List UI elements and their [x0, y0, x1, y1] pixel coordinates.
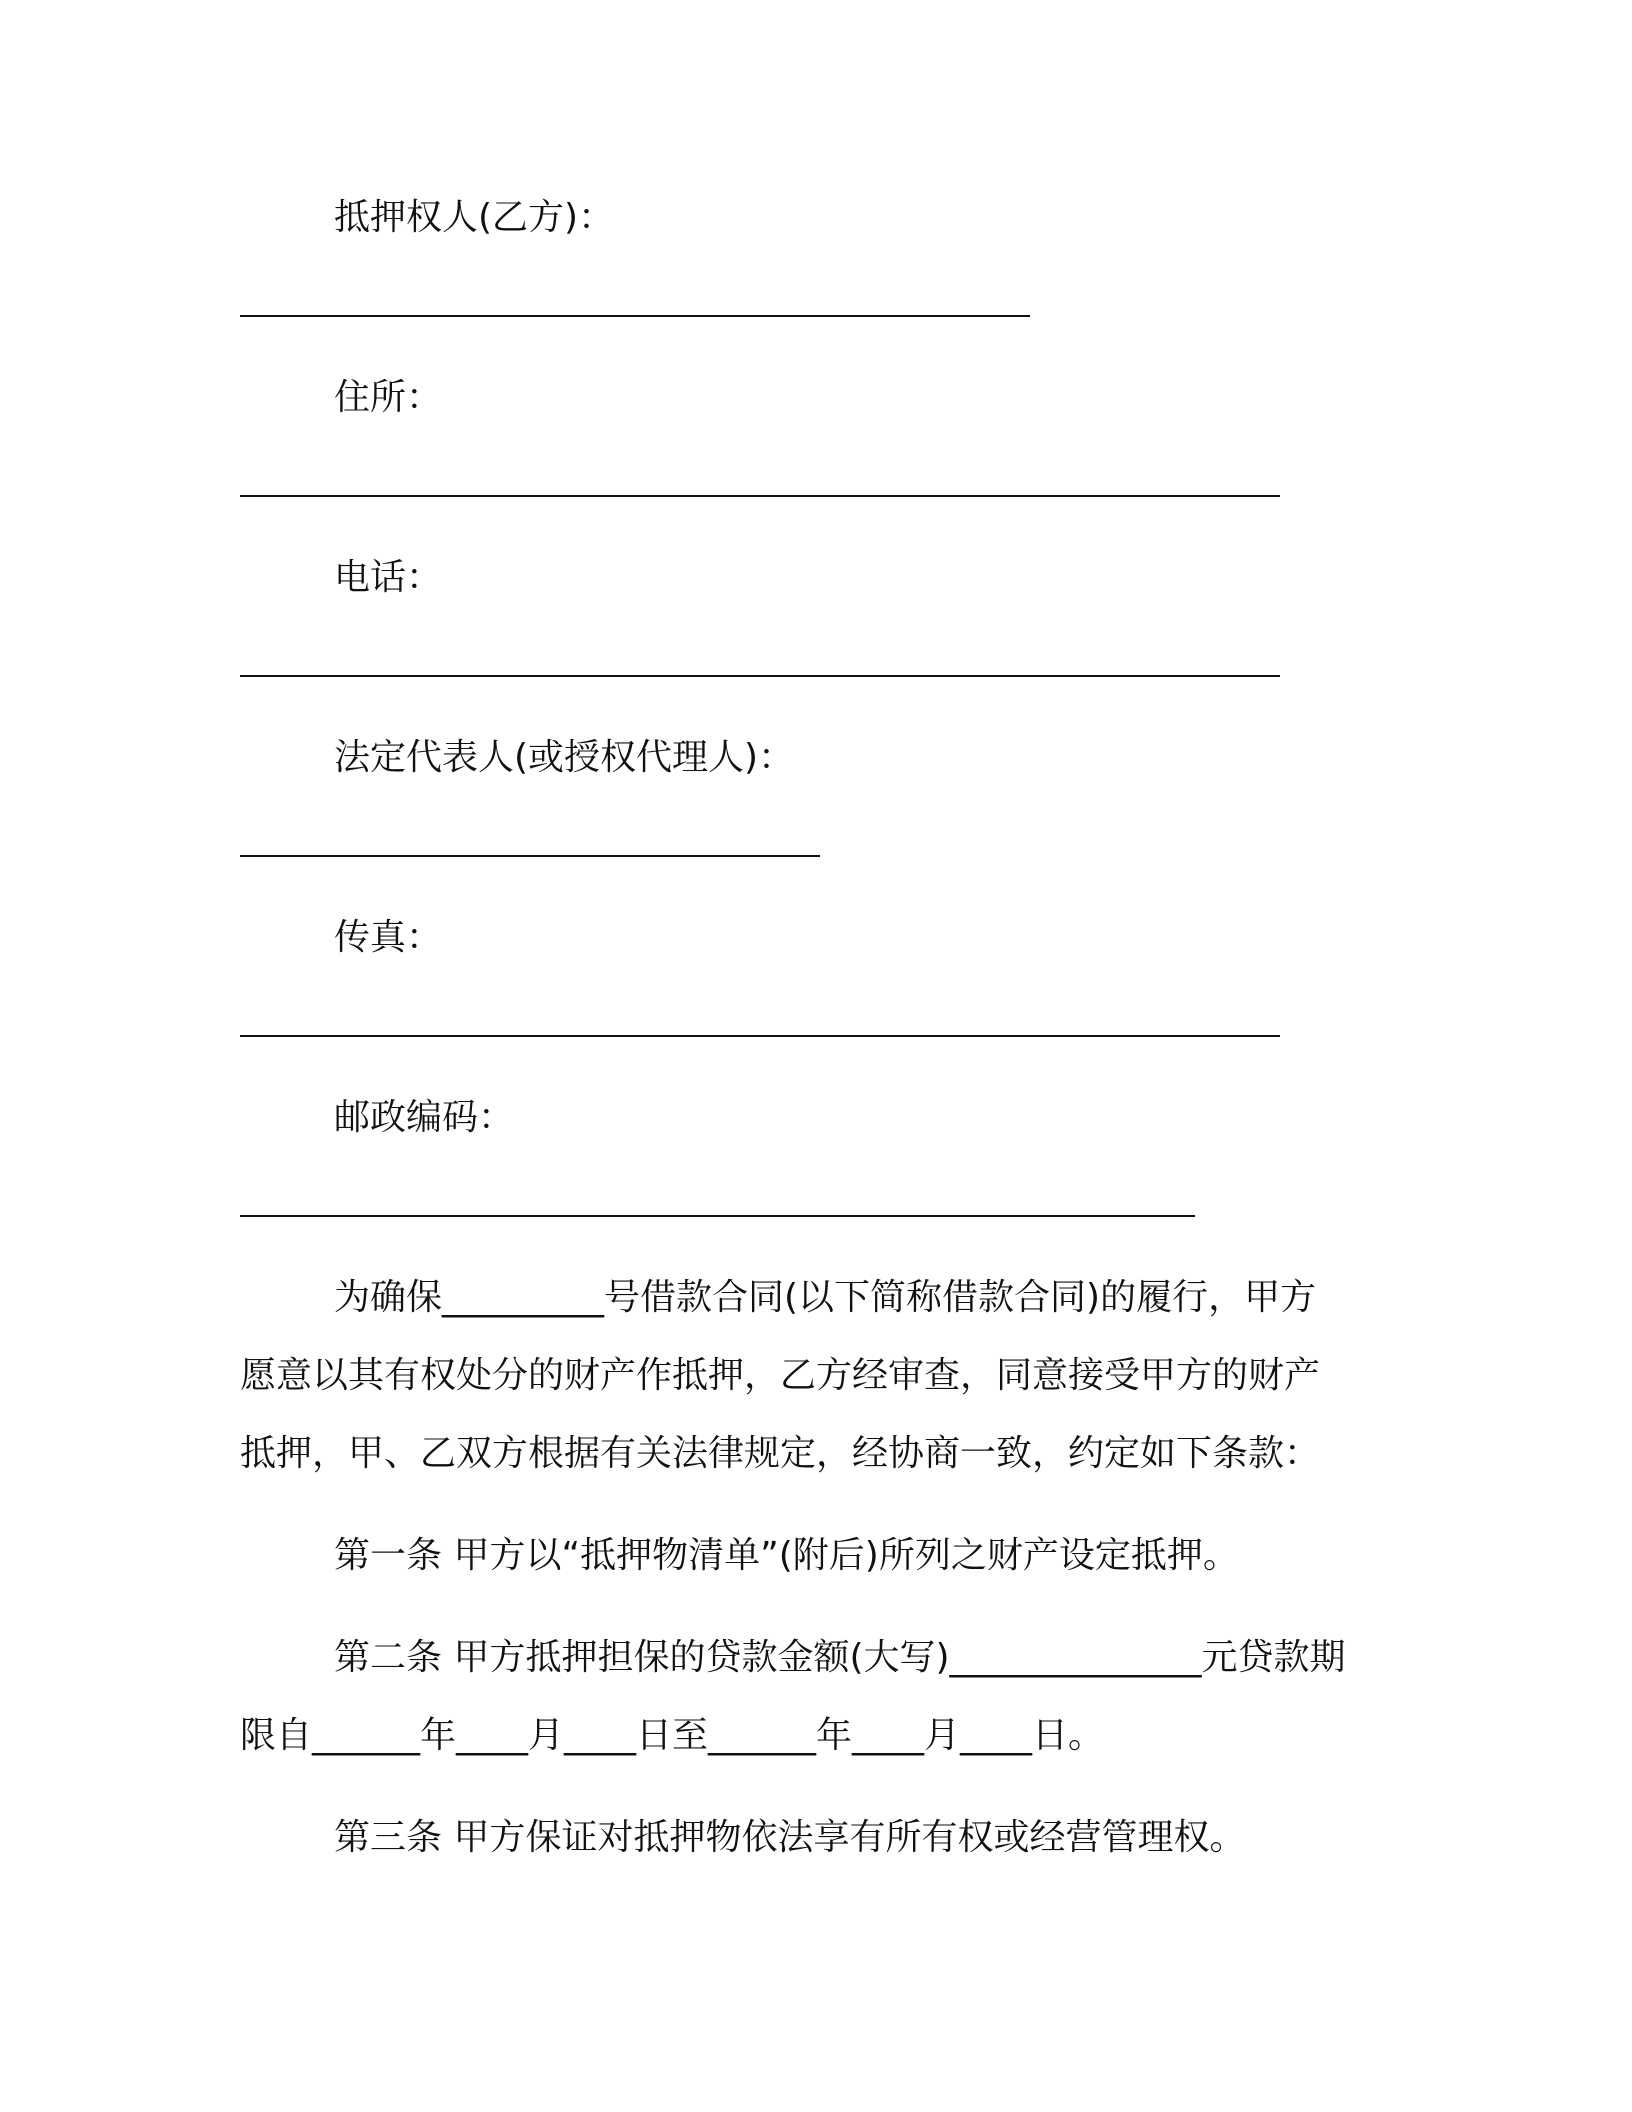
- fax-blank-line: [240, 1035, 1280, 1037]
- legal-representative-blank-line: [240, 855, 820, 857]
- article-1: 第一条 甲方以“抵押物清单”(附后)所列之财产设定抵押。: [334, 1535, 1239, 1576]
- article-3: 第三条 甲方保证对抵押物依法享有所有权或经营管理权。: [334, 1817, 1246, 1858]
- mortgagee-label: 抵押权人(乙方)：: [334, 197, 615, 238]
- fax-label: 传真：: [334, 917, 443, 958]
- phone-blank-line: [240, 675, 1280, 677]
- preamble-line-1: 为确保_________号借款合同(以下简称借款合同)的履行，甲方: [334, 1277, 1317, 1318]
- preamble-line-3: 抵押，甲、乙双方根据有关法律规定，经协商一致，约定如下条款：: [240, 1433, 1321, 1474]
- article-2-line-1: 第二条 甲方抵押担保的贷款金额(大写)______________元贷款期: [334, 1637, 1346, 1678]
- preamble-line-2: 愿意以其有权处分的财产作抵押，乙方经审查，同意接受甲方的财产: [240, 1355, 1321, 1396]
- postal-code-label: 邮政编码：: [334, 1097, 515, 1138]
- residence-label: 住所：: [334, 377, 443, 418]
- mortgagee-blank-line: [240, 315, 1030, 317]
- phone-label: 电话：: [334, 557, 443, 598]
- article-2-line-2: 限自______年____月____日至______年____月____日。: [240, 1715, 1104, 1756]
- legal-representative-label: 法定代表人(或授权代理人)：: [334, 737, 795, 778]
- residence-blank-line: [240, 495, 1280, 497]
- postal-code-blank-line: [240, 1215, 1195, 1217]
